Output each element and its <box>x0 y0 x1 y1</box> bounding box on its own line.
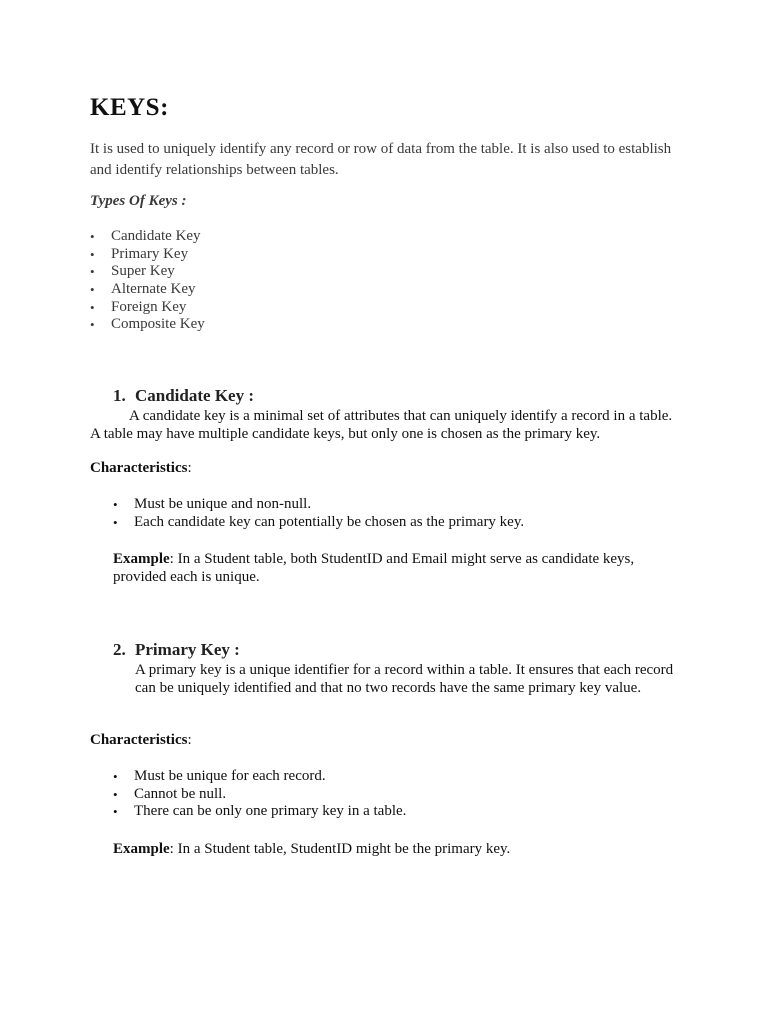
section-title: Candidate Key : <box>135 386 254 405</box>
characteristics-label: Characteristics: <box>90 732 192 748</box>
characteristics-title: Characteristics <box>90 732 188 748</box>
list-item: • Must be unique for each record. <box>113 768 406 786</box>
candidate-key-example <box>113 550 634 568</box>
list-item: • Each candidate key can potentially be chosen as the primary key. <box>113 514 524 532</box>
types-of-keys-label: Types Of Keys : <box>90 193 187 209</box>
page-title: KEYS: <box>90 94 169 121</box>
primary-key-description-line1: A primary key is a unique identifier for a record within a table. It ensures that each record <box>135 662 674 678</box>
candidate-characteristics-list <box>113 496 524 531</box>
candidate-key-description-line2: A table may have multiple candidate keys, but only one is chosen as the primary key. <box>90 426 601 442</box>
primary-characteristics-list <box>113 768 406 821</box>
example-text: : In a Student table, both StudentID and Email might serve as candidate keys, <box>169 551 635 567</box>
list-item: • Primary Key <box>90 246 205 264</box>
example-text: : In a Student table, StudentID might be the primary key. <box>169 841 511 857</box>
example-label: Example <box>113 841 170 857</box>
section-heading-primary-key <box>113 639 240 661</box>
list-item: • Alternate Key <box>90 281 205 299</box>
characteristics-title: Characteristics <box>90 460 188 476</box>
section-heading-candidate-key <box>113 385 254 407</box>
list-item: • Cannot be null. <box>113 786 406 804</box>
section-number: 1. <box>113 386 126 405</box>
list-item: • Must be unique and non-null. <box>113 496 524 514</box>
section-title: Primary Key : <box>135 640 240 659</box>
characteristics-label: Characteristics: <box>90 460 192 476</box>
intro-paragraph: It is used to uniquely identify any record or row of data from the table. It is also used to establish and identify relationships between tables. <box>90 141 672 178</box>
example-label: Example <box>113 551 170 567</box>
list-item: • Super Key <box>90 263 205 281</box>
primary-key-description-line2: can be uniquely identified and that no two records have the same primary key value. <box>135 680 642 696</box>
list-item: • There can be only one primary key in a table. <box>113 803 406 821</box>
primary-key-example <box>113 840 510 858</box>
candidate-key-description-line1: A candidate key is a minimal set of attributes that can uniquely identify a record in a table. <box>129 408 673 424</box>
list-item: • Candidate Key <box>90 228 205 246</box>
section-number: 2. <box>113 640 126 659</box>
types-list <box>90 228 205 334</box>
candidate-key-example-line2: provided each is unique. <box>113 569 260 585</box>
list-item: • Foreign Key <box>90 299 205 317</box>
list-item: • Composite Key <box>90 316 205 334</box>
